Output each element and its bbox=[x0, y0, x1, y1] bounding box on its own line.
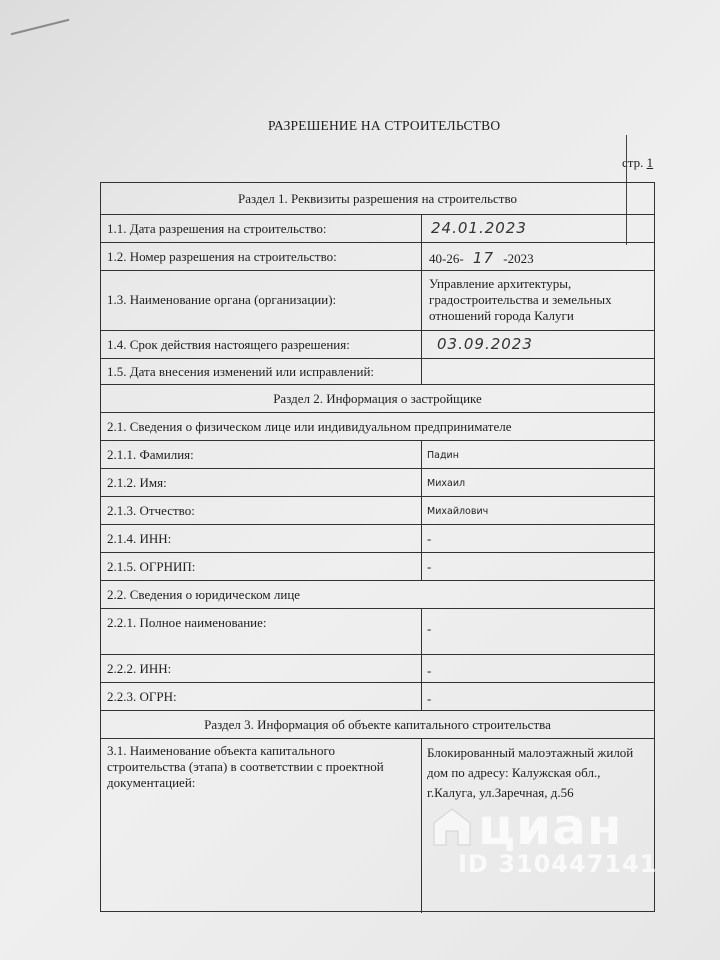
permit-number-suffix: -2023 bbox=[503, 251, 534, 266]
authority-line-2: градостроительства и земельных bbox=[429, 292, 612, 307]
row-2-1-5 bbox=[100, 552, 655, 580]
ogrn-value: - bbox=[427, 691, 432, 706]
permit-number-handwritten: 17 bbox=[472, 249, 495, 267]
col-divider bbox=[421, 469, 422, 497]
company-inn-value: - bbox=[427, 663, 432, 678]
object-name-line-2: дом по адресу: Калужская обл., bbox=[427, 765, 601, 780]
object-label-line-2: строительства (этапа) в соответствии с проектной bbox=[107, 759, 384, 774]
page-label: стр. bbox=[622, 155, 644, 170]
col-divider bbox=[421, 655, 422, 683]
col-divider bbox=[421, 215, 422, 243]
page-number bbox=[622, 155, 653, 171]
authority-line-1: Управление архитектуры, bbox=[429, 276, 572, 291]
col-divider bbox=[421, 739, 422, 913]
label-2-1-4: 2.1.4. ИНН: bbox=[107, 531, 172, 546]
object-label-line-3: документацией: bbox=[107, 775, 196, 790]
validity-date: 03.09.2023 bbox=[437, 335, 533, 353]
section3-header bbox=[100, 710, 655, 738]
authority-line-3: отношений города Калуги bbox=[429, 308, 574, 323]
permit-number-prefix: 40-26- bbox=[429, 251, 464, 266]
watermark-id: ID 310447141 bbox=[458, 850, 658, 878]
row-2-1-2 bbox=[100, 468, 655, 496]
section3-title: Раздел 3. Информация об объекте капитального строительства bbox=[204, 717, 551, 732]
label-2-1-3: 2.1.3. Отчество: bbox=[107, 503, 195, 518]
document-title: РАЗРЕШЕНИЕ НА СТРОИТЕЛЬСТВО bbox=[268, 118, 501, 133]
object-label-line-1: 3.1. Наименование объекта капитального bbox=[107, 743, 336, 758]
label-1-1: 1.1. Дата разрешения на строительство: bbox=[107, 221, 327, 236]
label-2-2: 2.2. Сведения о юридическом лице bbox=[107, 587, 301, 602]
first-name: Михаил bbox=[427, 478, 466, 489]
patronymic: Михайлович bbox=[427, 506, 489, 517]
permit-number bbox=[429, 249, 534, 267]
label-1-5: 1.5. Дата внесения изменений или исправлений: bbox=[107, 364, 375, 379]
row-1-2 bbox=[100, 242, 655, 270]
label-2-1: 2.1. Сведения о физическом лице или индивидуальном предпринимателе bbox=[107, 419, 512, 434]
row-2-2 bbox=[100, 580, 655, 608]
label-2-2-2: 2.2.2. ИНН: bbox=[107, 661, 172, 676]
section2-header bbox=[100, 384, 655, 412]
authority-name bbox=[429, 276, 612, 324]
col-divider bbox=[421, 331, 422, 359]
label-2-1-1: 2.1.1. Фамилия: bbox=[107, 447, 194, 462]
col-divider bbox=[421, 441, 422, 469]
col-divider bbox=[421, 243, 422, 271]
row-1-1 bbox=[100, 214, 655, 242]
col-divider bbox=[421, 609, 422, 655]
page-number-value: 1 bbox=[646, 155, 654, 170]
col-divider bbox=[421, 271, 422, 331]
row-2-2-1 bbox=[100, 608, 655, 654]
label-2-1-2: 2.1.2. Имя: bbox=[107, 475, 167, 490]
section1-title: Раздел 1. Реквизиты разрешения на строительство bbox=[237, 191, 518, 206]
row-2-1-3 bbox=[100, 496, 655, 524]
permit-date: 24.01.2023 bbox=[431, 219, 527, 237]
pen-mark bbox=[11, 19, 70, 35]
col-divider bbox=[421, 497, 422, 525]
col-divider bbox=[421, 553, 422, 581]
object-name bbox=[427, 743, 633, 803]
row-1-4 bbox=[100, 330, 655, 358]
label-1-3: 1.3. Наименование органа (организации): bbox=[107, 292, 337, 307]
surname: Падин bbox=[427, 450, 459, 461]
col-divider bbox=[421, 525, 422, 553]
row-1-5 bbox=[100, 358, 655, 384]
object-name-line-3: г.Калуга, ул.Заречная, д.56 bbox=[427, 785, 574, 800]
row-2-1 bbox=[100, 412, 655, 440]
section2-title: Раздел 2. Информация о застройщике bbox=[273, 391, 482, 406]
col-divider bbox=[421, 683, 422, 711]
label-1-4: 1.4. Срок действия настоящего разрешения: bbox=[107, 337, 350, 352]
label-1-2: 1.2. Номер разрешения на строительство: bbox=[107, 249, 337, 264]
inn-value: - bbox=[427, 531, 432, 546]
row-1-3 bbox=[100, 270, 655, 330]
label-2-2-1: 2.2.1. Полное наименование: bbox=[107, 615, 267, 630]
company-name-value: - bbox=[427, 621, 432, 636]
row-2-2-3 bbox=[100, 682, 655, 710]
cian-house-icon bbox=[430, 805, 474, 849]
row-2-2-2 bbox=[100, 654, 655, 682]
ogrnip-value: - bbox=[427, 559, 432, 574]
object-name-line-1: Блокированный малоэтажный жилой bbox=[427, 745, 634, 760]
label-2-1-5: 2.1.5. ОГРНИП: bbox=[107, 559, 196, 574]
object-label bbox=[107, 743, 384, 791]
watermark-brand: циан bbox=[478, 798, 623, 856]
col-divider bbox=[421, 359, 422, 385]
label-2-2-3: 2.2.3. ОГРН: bbox=[107, 689, 177, 704]
row-2-1-4 bbox=[100, 524, 655, 552]
row-2-1-1 bbox=[100, 440, 655, 468]
section1-header bbox=[100, 182, 655, 214]
